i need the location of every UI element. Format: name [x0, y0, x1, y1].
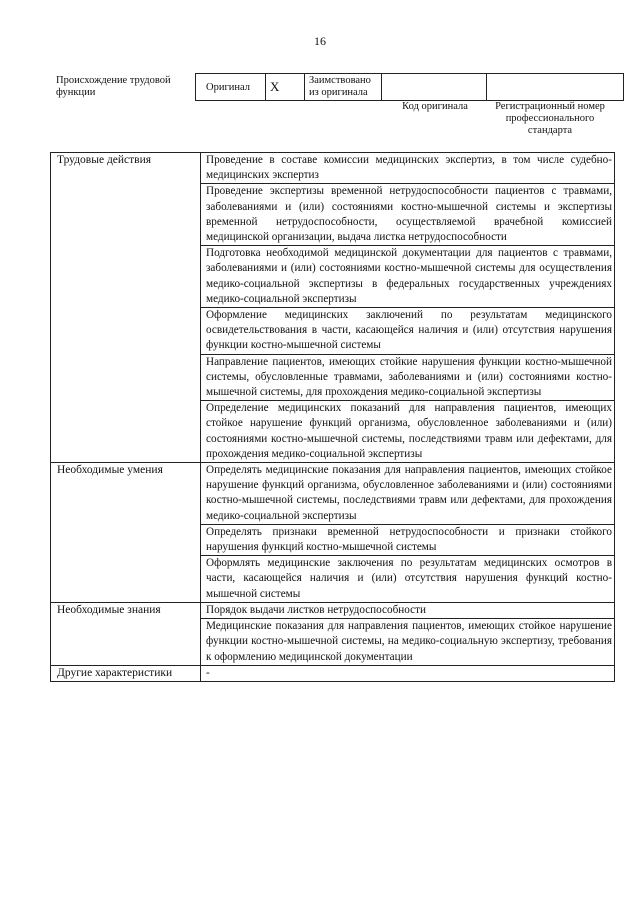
- origin-label: Происхождение трудовой функции: [56, 75, 171, 98]
- code-cell: [382, 74, 487, 101]
- page-number: 16: [314, 34, 326, 48]
- table-cell: Направление пациентов, имеющих стойкие нарушения функции костно-мышечной системы, обусловленные травмами, заболеваниями и (или) состояниями костно-мышечной системы, для прохождения медико-социальной экспертизы: [201, 354, 615, 401]
- table-cell: Проведение в составе комиссии медицинских экспертиз, в том числе судебно-медицинских экспертиз: [201, 153, 615, 184]
- original-mark: X: [266, 74, 305, 101]
- section-title: Необходимые умения: [51, 463, 201, 603]
- table-cell: Определять медицинские показания для направления пациентов, имеющих стойкое нарушение функций организма, обусловленное заболеваниями и (или) состояниями костно-мышечной системы, последствиями травм или дефектами, для прохождения медико-социальной экспертизы: [201, 463, 615, 525]
- table-row: [51, 463, 615, 525]
- section-title: Необходимые знания: [51, 602, 201, 665]
- registration-cell: [487, 74, 624, 101]
- section-title: Трудовые действия: [51, 153, 201, 463]
- registration-caption: Регистрационный номер профессионального стандарта: [495, 101, 605, 136]
- section-title: Другие характеристики: [51, 665, 201, 681]
- table-cell: Порядок выдачи листков нетрудоспособности: [201, 602, 615, 618]
- table-cell: Оформлять медицинские заключения по результатам медицинских осмотров в части, касающейся наличия и (или) отсутствия нарушения функций костно-мышечной системы: [201, 556, 615, 603]
- table-row: [51, 153, 615, 184]
- table-cell: Оформление медицинских заключений по результатам медицинского освидетельствования в части, касающейся наличия и (или) отсутствия нарушения функции костно-мышечной системы: [201, 308, 615, 355]
- table-cell: Определять признаки временной нетрудоспособности и признаки стойкого нарушения функций костно-мышечной системы: [201, 524, 615, 555]
- original-cell: Оригинал: [196, 74, 266, 101]
- table-row: [51, 665, 615, 681]
- table-cell: Подготовка необходимой медицинской документации для пациентов с травмами, заболеваниями и (или) состояниями костно-мышечной системы для осуществления медико-социальной экспертизы в федеральных государственных учреждениях медико-социальной экспертизы: [201, 246, 615, 308]
- borrowed-cell: Заимствовано из оригинала: [305, 74, 382, 101]
- table-cell: Медицинские показания для направления пациентов, имеющих стойкое нарушение функции костно-мышечной системы, на медико-социальную экспертизу, требования к оформлению медицинской документации: [201, 619, 615, 666]
- table-cell: Проведение экспертизы временной нетрудоспособности пациентов с травмами, заболеваниями и (или) состояниями костно-мышечной системы и экспертизы временной нетрудоспособности, осуществляемой врачебной комиссией медицинской организации, выдача листка нетрудоспособности: [201, 184, 615, 246]
- functions-table: [50, 152, 615, 682]
- table-cell: -: [201, 665, 615, 681]
- table-row: [51, 602, 615, 618]
- table-cell: Определение медицинских показаний для направления пациентов, имеющих стойкое нарушение функций организма, обусловленное заболеваниями и (или) состояниями костно-мышечной системы, последствиями травм или дефектами, для прохождения медико-социальной экспертизы: [201, 401, 615, 463]
- code-caption: Код оригинала: [402, 101, 468, 112]
- origin-table: [195, 73, 624, 101]
